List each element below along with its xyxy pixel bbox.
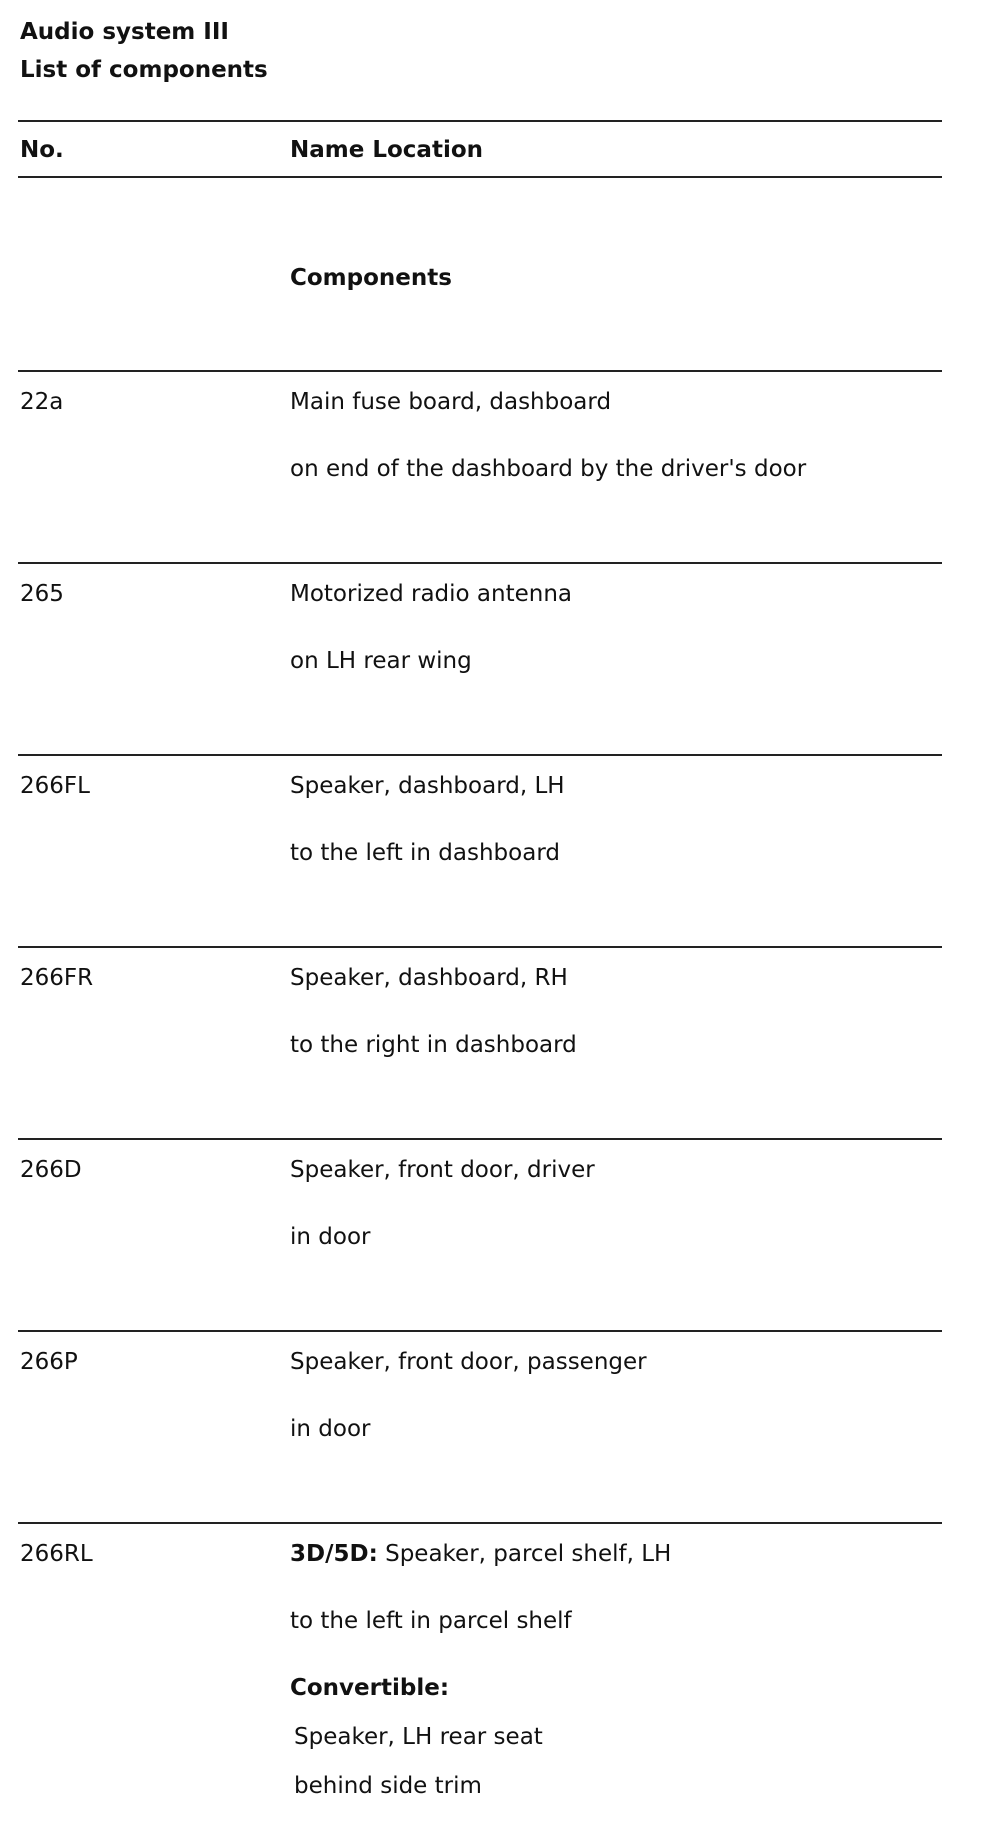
document-title: Audio system III [20, 19, 229, 45]
component-number: 266P [20, 1349, 78, 1375]
component-name: Speaker, front door, driver [290, 1157, 595, 1183]
component-number: 266D [20, 1157, 82, 1183]
component-name: Speaker, parcel shelf, LH [385, 1541, 672, 1567]
alt-component-location: behind side trim [294, 1773, 482, 1799]
component-location: on LH rear wing [290, 648, 472, 674]
component-name: Main fuse board, dashboard [290, 389, 612, 415]
document-subtitle: List of components [20, 57, 268, 83]
row-divider [18, 1138, 942, 1140]
component-location: in door [290, 1416, 371, 1442]
alt-variant-label: Convertible: [290, 1675, 450, 1701]
component-location: in door [290, 1224, 371, 1250]
variant-label: 3D/5D: [290, 1541, 378, 1567]
component-location: on end of the dashboard by the driver's door [290, 456, 807, 482]
table-header-rule [18, 176, 942, 178]
component-name: Motorized radio antenna [290, 581, 572, 607]
column-header-number: No. [20, 137, 64, 163]
component-location: to the left in dashboard [290, 840, 560, 866]
row-divider [18, 562, 942, 564]
column-header-name-location: Name Location [290, 137, 484, 163]
table-top-rule [18, 120, 942, 122]
section-heading: Components [290, 265, 452, 291]
component-number: 266FR [20, 965, 94, 991]
component-number: 22a [20, 389, 64, 415]
component-number: 266FL [20, 773, 90, 799]
component-number: 265 [20, 581, 64, 607]
component-number: 266RL [20, 1541, 93, 1567]
row-divider [18, 754, 942, 756]
alt-component-name: Speaker, LH rear seat [294, 1724, 543, 1750]
component-name: Speaker, dashboard, LH [290, 773, 565, 799]
component-location: to the right in dashboard [290, 1032, 577, 1058]
component-name: Speaker, front door, passenger [290, 1349, 647, 1375]
row-divider [18, 946, 942, 948]
component-name: Speaker, dashboard, RH [290, 965, 568, 991]
component-location: to the left in parcel shelf [290, 1608, 572, 1634]
row-divider [18, 1330, 942, 1332]
row-divider [18, 1522, 942, 1524]
component-name-line [290, 1540, 671, 1568]
row-divider [18, 370, 942, 372]
